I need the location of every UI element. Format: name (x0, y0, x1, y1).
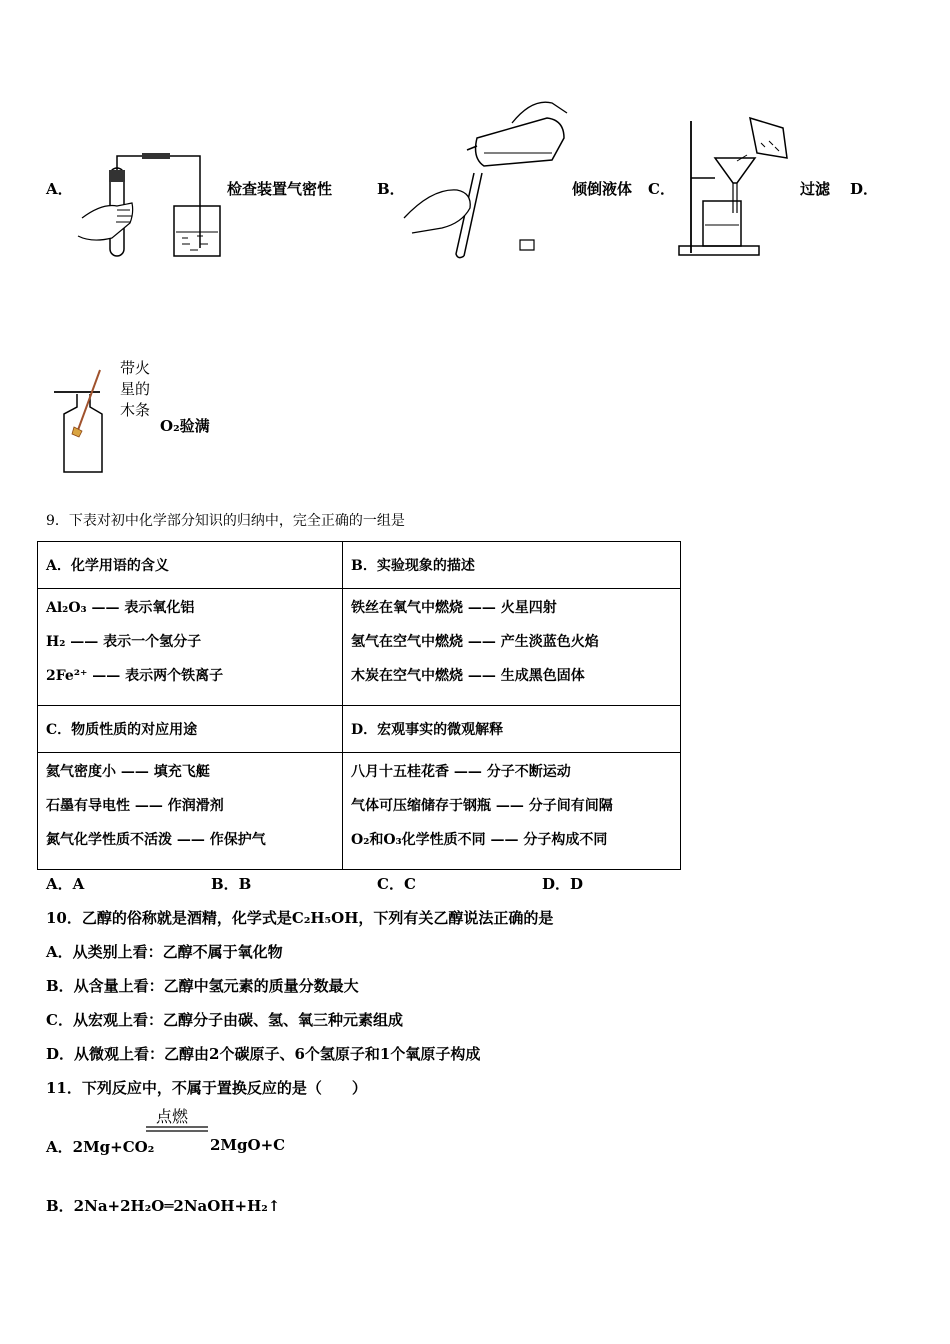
q11-stem: 11．下列反应中，不属于置换反应的是（ ） (46, 1079, 367, 1097)
q9-choice-b: B．B (211, 875, 252, 893)
q9-choice-d: D．D (542, 875, 584, 893)
q9-cell-b-head: B．实验现象的描述 (343, 542, 681, 589)
q9-knowledge-table (37, 541, 681, 870)
q8-option-a-caption: 检查装置气密性 (227, 180, 333, 198)
q9-b-line: 铁丝在氧气中燃烧 —— 火星四射 (351, 600, 557, 616)
q8-option-b-caption: 倾倒液体 (572, 180, 633, 198)
q8-option-c-label: C． (648, 180, 675, 198)
q10-option-d: D．从微观上看：乙醇由2个碳原子、6个氢原子和1个氧原子构成 (46, 1045, 481, 1063)
q11-option-a-reactants: A．2Mg+CO₂ (46, 1138, 155, 1156)
q8-option-d-caption: O₂验满 (160, 417, 210, 435)
q9-c-line: 氦气密度小 —— 填充飞艇 (46, 764, 210, 780)
q9-cell-b-body (343, 589, 681, 706)
q10-option-a: A．从类别上看：乙醇不属于氧化物 (46, 943, 283, 961)
q9-cell-c-body (38, 753, 343, 870)
q10-option-b: B．从含量上看：乙醇中氢元素的质量分数最大 (46, 977, 359, 995)
q10-option-c: C．从宏观上看：乙醇分子由碳、氢、氧三种元素组成 (46, 1011, 403, 1029)
q9-a-line: Al₂O₃ —— 表示氧化铝 (46, 600, 195, 616)
q9-cell-c-head: C．物质性质的对应用途 (38, 706, 343, 753)
q8-option-c-caption: 过滤 (800, 180, 831, 198)
q9-b-line: 氢气在空气中燃烧 —— 产生淡蓝色火焰 (351, 634, 599, 650)
q9-a-line: H₂ —— 表示一个氢分子 (46, 634, 202, 650)
q9-cell-a-body (38, 589, 343, 706)
reaction-double-line (146, 1126, 208, 1132)
q9-b-line: 木炭在空气中燃烧 —— 生成黑色固体 (351, 668, 585, 684)
q9-cell-d-head: D．宏观事实的微观解释 (343, 706, 681, 753)
pouring-liquid-apparatus (402, 98, 572, 263)
q9-c-line: 氮气化学性质不活泼 —— 作保护气 (46, 832, 266, 848)
filtration-apparatus (675, 113, 800, 263)
q9-d-line: O₂和O₃化学性质不同 —— 分子构成不同 (351, 832, 608, 848)
q8-option-b-label: B． (377, 180, 405, 198)
q9-d-line: 八月十五桂花香 —— 分子不断运动 (351, 764, 571, 780)
q11-option-b: B．2Na+2H₂O═2NaOH+H₂↑ (46, 1197, 281, 1215)
q9-cell-a-head: A．化学用语的含义 (38, 542, 343, 589)
glowing-splint-label-line: 星的 (120, 380, 151, 398)
q10-stem: 10．乙醇的俗称就是酒精，化学式是C₂H₅OH，下列有关乙醇说法正确的是 (46, 909, 554, 927)
airtightness-check-apparatus (72, 148, 227, 263)
q8-option-d-label: D． (850, 180, 879, 198)
q9-choice-a: A．A (46, 875, 85, 893)
q9-choice-c: C．C (377, 875, 416, 893)
glowing-splint-label-line: 带火 (120, 359, 151, 377)
glowing-splint-label (120, 358, 150, 421)
q9-c-line: 石墨有导电性 —— 作润滑剂 (46, 798, 224, 814)
q11-option-a-products: 2MgO+C (210, 1136, 286, 1154)
q9-a-line: 2Fe²⁺ —— 表示两个铁离子 (46, 668, 224, 684)
q9-cell-d-body (343, 753, 681, 870)
q9-stem: 9．下表对初中化学部分知识的归纳中，完全正确的一组是 (46, 513, 405, 529)
q8-option-a-label: A． (46, 180, 73, 198)
glowing-splint-label-line: 木条 (120, 401, 151, 419)
reaction-condition-ignite: 点燃 (156, 1107, 189, 1126)
q9-d-line: 气体可压缩储存于钢瓶 —— 分子间有间隔 (351, 798, 613, 814)
